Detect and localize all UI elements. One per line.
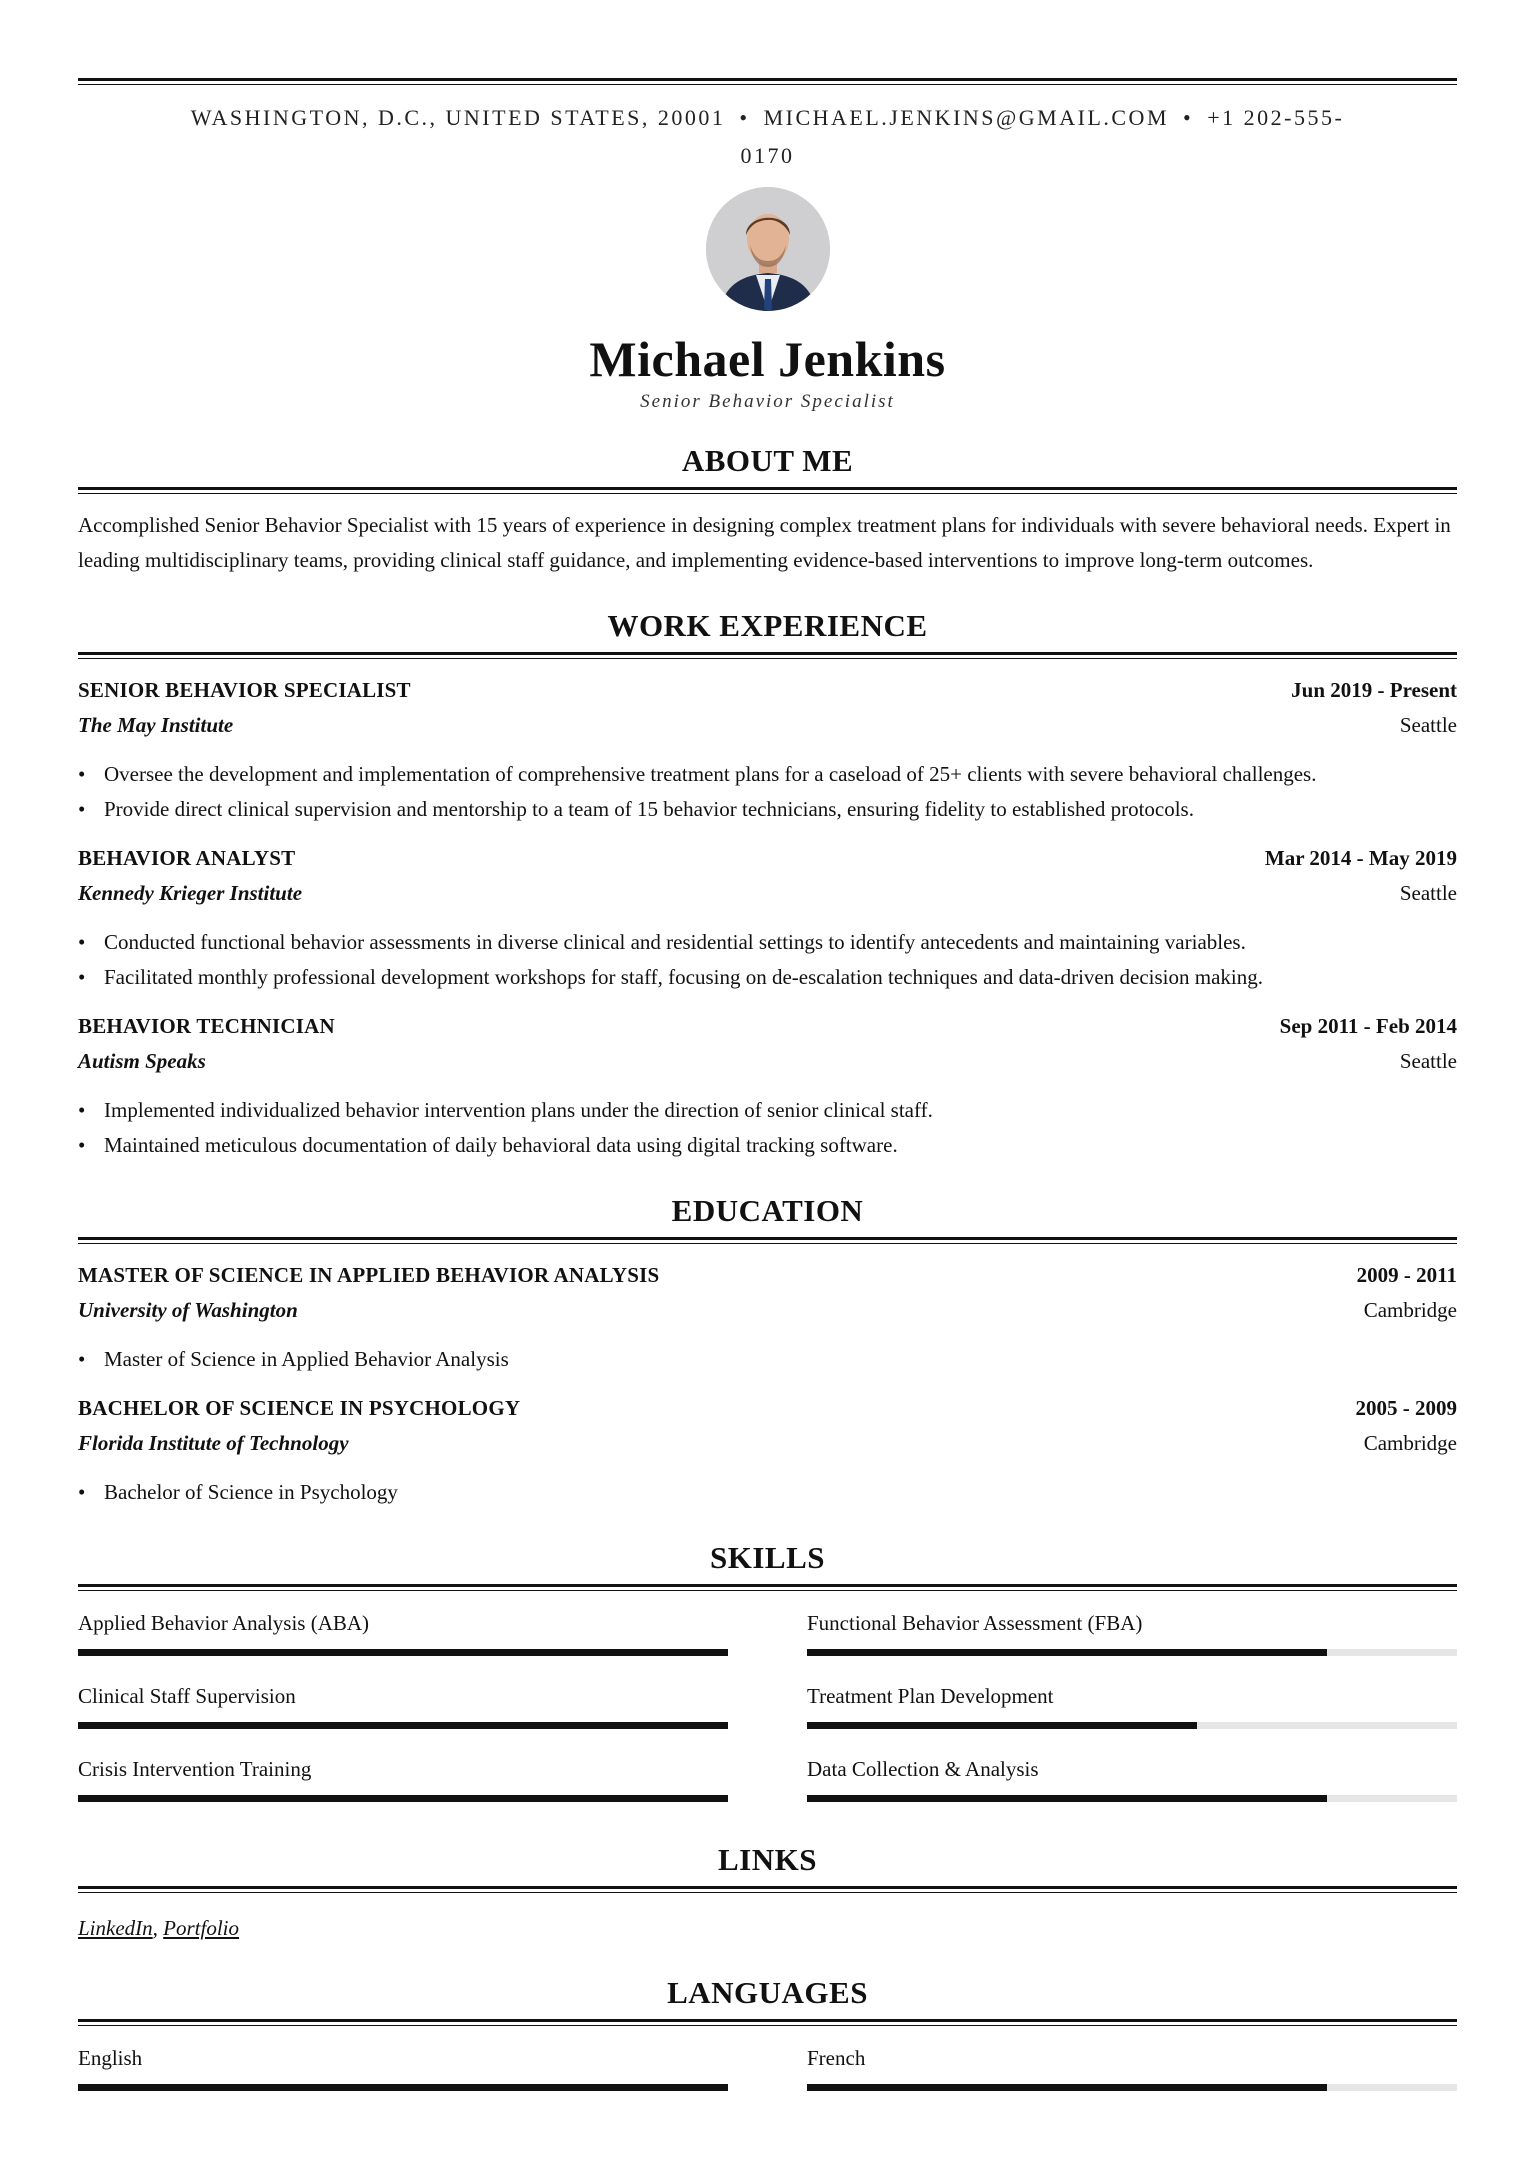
avatar-photo-icon [706,187,830,311]
bullet-item: • Oversee the development and implementation of comprehensive treatment plans for a caseload of 25+ clients with severe behavioral challenges. [78,757,1457,792]
entry-location: Seattle [1399,713,1457,737]
header-top-rule [78,78,1457,85]
education-entry [78,1391,1457,1510]
section-rule [78,2019,1457,2026]
language-level-bar [78,2084,728,2091]
section-heading-skills: SKILLS [709,1540,825,1575]
language-item [78,2042,728,2091]
links-separator: , [152,1916,164,1940]
entry-dates: Jun 2019 - Present [1291,678,1457,702]
entry-location: Cambridge [1363,1431,1457,1455]
skill-level-bar [807,1722,1457,1729]
languages-grid [78,2042,1457,2115]
entry-bullets [78,757,1457,827]
skill-level-bar [78,1795,728,1802]
section-heading-work: WORK EXPERIENCE [607,608,928,643]
skill-level-fill [807,1722,1197,1729]
section-rule [78,1584,1457,1591]
work-entry [78,841,1457,995]
work-entry [78,673,1457,827]
entry-bullets [78,1342,1457,1377]
contact-location: WASHINGTON, D.C., UNITED STATES, 20001 [190,105,726,130]
skill-item [78,1680,728,1729]
section-rule [78,487,1457,494]
bullet-item: • Maintained meticulous documentation of daily behavioral data using digital tracking software. [78,1128,1457,1163]
entry-title: MASTER OF SCIENCE IN APPLIED BEHAVIOR ANALYSIS [78,1263,660,1287]
contact-email[interactable]: MICHAEL.JENKINS@GMAIL.COM [763,105,1170,130]
entry-dates: 2005 - 2009 [1355,1396,1457,1420]
contact-phone[interactable]: +1 202-555-0170 [740,105,1345,168]
entry-organization: Autism Speaks [78,1049,206,1073]
skill-level-fill [78,1649,728,1656]
bullet-item: • Conducted functional behavior assessments in diverse clinical and residential settings to identify antecedents and maintaining variables. [78,925,1457,960]
skill-name: Applied Behavior Analysis (ABA) [78,1611,370,1635]
bullet-item: • Master of Science in Applied Behavior Analysis [78,1342,1457,1377]
contact-line [78,99,1457,175]
entry-dates: 2009 - 2011 [1356,1263,1457,1287]
entry-bullets [78,925,1457,995]
skill-name: Treatment Plan Development [807,1684,1054,1708]
skill-item [78,1753,728,1802]
language-level-bar [807,2084,1457,2091]
entry-title: BEHAVIOR TECHNICIAN [78,1014,335,1038]
entry-bullets [78,1475,1457,1510]
entry-location: Seattle [1399,1049,1457,1073]
contact-separator: • [739,105,750,130]
skill-name: Data Collection & Analysis [807,1757,1039,1781]
entry-organization: The May Institute [78,713,234,737]
entry-dates: Mar 2014 - May 2019 [1264,846,1457,870]
entry-dates: Sep 2011 - Feb 2014 [1279,1014,1457,1038]
language-item [807,2042,1457,2091]
skill-level-bar [78,1722,728,1729]
language-name: French [807,2046,866,2070]
skill-item [807,1753,1457,1802]
section-rule [78,1886,1457,1893]
about-text: Accomplished Senior Behavior Specialist with 15 years of experience in designing complex treatment plans for individuals with severe behavioral needs. Expert in leading multidisciplinary teams, providing clinical staff guidance, and implementing evidence-based interventions to improve long-term outcomes. [78,513,1451,572]
section-rule [78,652,1457,659]
skill-level-fill [807,1795,1327,1802]
bullet-item: • Bachelor of Science in Psychology [78,1475,1457,1510]
skill-name: Clinical Staff Supervision [78,1684,296,1708]
language-level-fill [807,2084,1327,2091]
entry-title: BEHAVIOR ANALYST [78,846,296,870]
language-level-fill [78,2084,728,2091]
resume-page [78,0,1457,2115]
entry-organization: Florida Institute of Technology [78,1431,349,1455]
link-portfolio[interactable]: Portfolio [163,1916,239,1940]
avatar [706,187,830,311]
entry-location: Cambridge [1363,1298,1457,1322]
skill-level-bar [807,1795,1457,1802]
skill-item [807,1607,1457,1656]
skill-name: Functional Behavior Assessment (FBA) [807,1611,1143,1635]
bullet-item: • Facilitated monthly professional development workshops for staff, focusing on de-escalation techniques and data-driven decision making. [78,960,1457,995]
skill-level-bar [807,1649,1457,1656]
section-heading-links: LINKS [718,1842,817,1877]
entry-location: Seattle [1399,881,1457,905]
work-entry [78,1009,1457,1163]
links-list [78,1911,1457,1945]
skill-name: Crisis Intervention Training [78,1757,312,1781]
bullet-item: • Provide direct clinical supervision and mentorship to a team of 15 behavior technicians, ensuring fidelity to established protocols. [78,792,1457,827]
skill-level-fill [78,1722,728,1729]
section-heading-languages: LANGUAGES [667,1975,868,2010]
candidate-job-title: Senior Behavior Specialist [640,391,895,412]
skill-item [807,1680,1457,1729]
education-entry [78,1258,1457,1377]
skills-grid [78,1607,1457,1826]
section-rule [78,1237,1457,1244]
entry-bullets [78,1093,1457,1163]
skill-level-fill [807,1649,1327,1656]
section-heading-about: ABOUT ME [681,443,854,478]
skill-item [78,1607,728,1656]
skill-level-bar [78,1649,728,1656]
entry-organization: Kennedy Krieger Institute [78,881,303,905]
entry-title: BACHELOR OF SCIENCE IN PSYCHOLOGY [78,1396,521,1420]
skill-level-fill [78,1795,728,1802]
language-name: English [78,2046,143,2070]
section-heading-education: EDUCATION [671,1193,864,1228]
contact-separator: • [1183,105,1194,130]
entry-title: SENIOR BEHAVIOR SPECIALIST [78,678,411,702]
link-linkedin[interactable]: LinkedIn [78,1916,153,1940]
candidate-name: Michael Jenkins [589,331,946,387]
bullet-item: • Implemented individualized behavior intervention plans under the direction of senior clinical staff. [78,1093,1457,1128]
entry-organization: University of Washington [78,1298,298,1322]
